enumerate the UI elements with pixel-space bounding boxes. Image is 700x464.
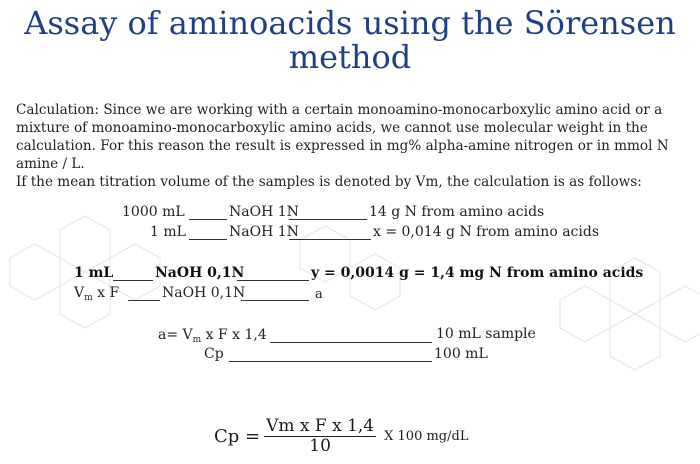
page-title xyxy=(0,6,700,74)
calculation-text: Calculation: Since we are working with a certain monoamino-monocarboxylic amino acid or a mixture of monoamino-monocarboxylic amino acids, we cannot use molecular weight in the calculation. For this reason the result is expressed in mg% alpha-amine nitrogen or in mmol N amine / L. xyxy=(16,102,669,172)
prop3-row1-left-rest: x F x 1,4 xyxy=(201,327,267,343)
prop2-row1-rule-b xyxy=(237,280,309,281)
prop2-row1-right: y = 0,0014 g = 1,4 mg N from amino acids xyxy=(311,265,644,281)
prop3-row1-right: 10 mL sample xyxy=(436,326,536,342)
formula-fraction xyxy=(264,417,376,456)
prop1-row1-rule-a xyxy=(189,219,227,220)
formula-multiplier: X 100 mg/dL xyxy=(384,428,469,444)
prop1-row1-rule-b xyxy=(289,219,367,220)
prop1-row1-left: 1000 mL xyxy=(122,204,185,220)
title-line-2: method xyxy=(288,38,412,76)
prop2-row2-left-v: V xyxy=(74,285,85,301)
prop2-row2-rule-a xyxy=(128,300,160,301)
prop3-row2-rule xyxy=(229,361,432,362)
formula-numerator: Vm x F x 1,4 xyxy=(266,415,375,436)
prop2-row2-right: a xyxy=(315,287,323,302)
prop1-row2-rule-a xyxy=(189,239,227,240)
prop2-row2-rule-b xyxy=(241,300,309,301)
prop2-row2-left xyxy=(74,285,119,303)
prop2-row2-left-sub: m xyxy=(84,293,93,303)
prop1-row1-mid: NaOH 1N xyxy=(229,204,299,220)
prop3-row1-left-pre: a= V xyxy=(158,327,193,343)
prop1-row2-mid: NaOH 1N xyxy=(229,224,299,240)
prop1-row1-right: 14 g N from amino acids xyxy=(369,204,545,220)
mean-volume-text: If the mean titration volume of the samples is denoted by Vm, the calculation is as follows: xyxy=(16,174,642,190)
calculation-paragraph xyxy=(16,101,688,191)
prop3-row2-right: 100 mL xyxy=(434,346,488,362)
prop3-row1-left-sub: m xyxy=(192,335,202,345)
prop3-row2-left: Cp xyxy=(204,346,224,362)
title-line-1: Assay of aminoacids using the Sörensen xyxy=(24,4,676,42)
prop3-row1-rule xyxy=(270,342,432,343)
prop1-row2-right: x = 0,014 g N from amino acids xyxy=(373,224,600,240)
cp-formula xyxy=(214,412,468,460)
prop1-row2-rule-b xyxy=(289,239,371,240)
prop2-row1-rule-a xyxy=(113,280,153,281)
prop2-row1-left: 1 mL xyxy=(74,265,114,281)
prop1-row2-left: 1 mL xyxy=(150,224,186,240)
prop2-row2-left-rest: x F xyxy=(92,285,120,301)
formula-denominator: 10 xyxy=(309,435,331,456)
prop2-row1-mid: NaOH 0,1N xyxy=(155,265,245,281)
prop3-row1-left xyxy=(158,327,267,345)
prop2-row2-mid: NaOH 0,1N xyxy=(162,285,246,301)
formula-lhs: Cp = xyxy=(214,425,261,447)
